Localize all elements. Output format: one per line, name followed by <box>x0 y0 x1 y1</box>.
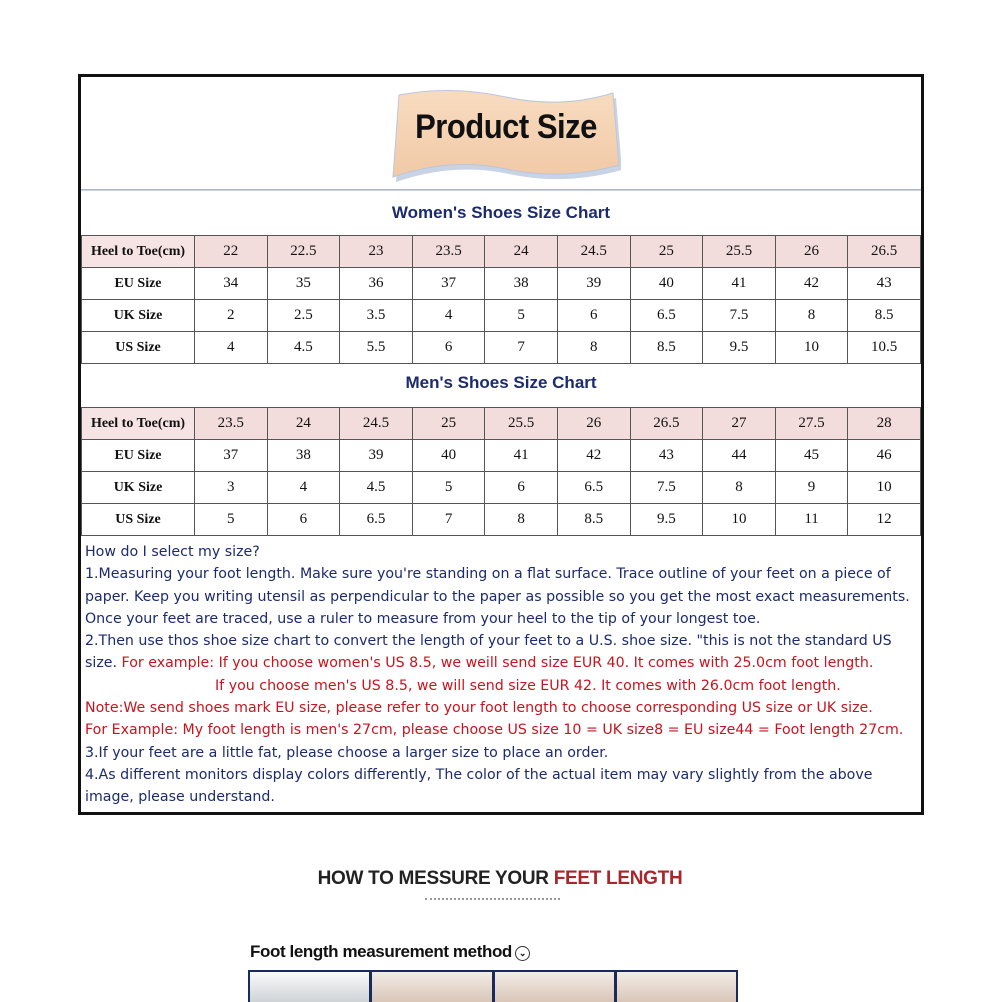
table-cell: 26.5 <box>630 408 703 440</box>
table-cell: 10.5 <box>848 332 921 364</box>
table-cell: 5 <box>195 504 268 536</box>
row-label: US Size <box>82 504 195 536</box>
table-cell: 23.5 <box>195 408 268 440</box>
table-cell: 28 <box>848 408 921 440</box>
measurement-method-label: Foot length measurement method <box>250 942 512 961</box>
table-row <box>82 440 921 472</box>
men-chart-title: Men's Shoes Size Chart <box>405 373 597 392</box>
table-row <box>82 268 921 300</box>
table-cell: 25.5 <box>485 408 558 440</box>
table-row <box>82 504 921 536</box>
notes-step2-line1: 2.Then use thos shoe size chart to convert the length of your feet to a U.S. shoe size. "this is not the standard US <box>85 633 892 650</box>
table-cell: 4.5 <box>340 472 413 504</box>
row-label: Heel to Toe(cm) <box>82 236 195 268</box>
table-cell: 34 <box>195 268 268 300</box>
table-cell: 7 <box>412 504 485 536</box>
table-cell: 44 <box>703 440 776 472</box>
table-cell: 40 <box>412 440 485 472</box>
row-label: US Size <box>82 332 195 364</box>
table-cell: 10 <box>703 504 776 536</box>
notes-example2: For Example: My foot length is men's 27cm, please choose US size 10 = UK size8 = EU size44 = Foot length 27cm. <box>85 722 904 739</box>
notes-step3: 3.If your feet are a little fat, please choose a larger size to place an order. <box>85 744 609 761</box>
notes-example-women: For example: If you choose women's US 8.5, we weill send size EUR 40. It comes with 25.0cm foot length. <box>121 655 874 672</box>
notes-example-men: If you choose men's US 8.5, we will send size EUR 42. It comes with 26.0cm foot length. <box>215 677 841 694</box>
table-cell: 22.5 <box>267 236 340 268</box>
table-cell: 23 <box>340 236 413 268</box>
table-cell: 12 <box>848 504 921 536</box>
table-cell: 6 <box>412 332 485 364</box>
table-cell: 10 <box>848 472 921 504</box>
table-cell: 9.5 <box>630 504 703 536</box>
table-cell: 26 <box>557 408 630 440</box>
table-cell: 36 <box>340 268 413 300</box>
table-cell: 46 <box>848 440 921 472</box>
table-cell: 7 <box>485 332 558 364</box>
table-cell: 42 <box>557 440 630 472</box>
table-cell: 25.5 <box>703 236 776 268</box>
how-to-measure-heading <box>0 868 1000 890</box>
banner-divider <box>81 189 921 191</box>
table-cell: 5 <box>485 300 558 332</box>
table-cell: 25 <box>412 408 485 440</box>
table-cell: 38 <box>485 268 558 300</box>
women-size-table <box>81 235 921 364</box>
measurement-method-title <box>250 942 530 962</box>
row-label: UK Size <box>82 472 195 504</box>
table-cell: 26.5 <box>848 236 921 268</box>
notes-step2-size-word: size. <box>85 655 118 672</box>
table-cell: 8 <box>485 504 558 536</box>
table-cell: 42 <box>775 268 848 300</box>
table-cell: 41 <box>485 440 558 472</box>
row-label: UK Size <box>82 300 195 332</box>
women-chart-title: Women's Shoes Size Chart <box>391 203 611 222</box>
table-cell: 6 <box>557 300 630 332</box>
table-row <box>82 472 921 504</box>
how-to-measure-heading-part1: HOW TO MESSURE YOUR <box>317 868 554 889</box>
men-size-table <box>81 407 921 536</box>
table-cell: 7.5 <box>630 472 703 504</box>
measurement-photo-3 <box>495 972 614 1002</box>
table-cell: 6 <box>485 472 558 504</box>
measurement-photo-2 <box>372 972 491 1002</box>
table-cell: 10 <box>775 332 848 364</box>
table-cell: 8 <box>775 300 848 332</box>
table-cell: 4 <box>267 472 340 504</box>
table-cell: 27 <box>703 408 776 440</box>
table-cell: 22 <box>195 236 268 268</box>
table-row <box>82 408 921 440</box>
notes-step1-line1: 1.Measuring your foot length. Make sure you're standing on a flat surface. Trace outline of your feet on a piece of <box>85 566 891 583</box>
table-cell: 9.5 <box>703 332 776 364</box>
notes-eu-note: Note:We send shoes mark EU size, please refer to your foot length to choose corresponding US size or UK size. <box>85 700 873 717</box>
table-cell: 6.5 <box>340 504 413 536</box>
table-cell: 4 <box>195 332 268 364</box>
table-cell: 8.5 <box>848 300 921 332</box>
size-chart-frame <box>78 74 924 815</box>
table-cell: 23.5 <box>412 236 485 268</box>
table-cell: 43 <box>630 440 703 472</box>
measurement-photo-strip <box>248 970 738 1002</box>
row-label: Heel to Toe(cm) <box>82 408 195 440</box>
table-cell: 24 <box>485 236 558 268</box>
table-cell: 8.5 <box>557 504 630 536</box>
table-row <box>82 300 921 332</box>
table-cell: 45 <box>775 440 848 472</box>
table-cell: 43 <box>848 268 921 300</box>
table-cell: 24.5 <box>557 236 630 268</box>
table-cell: 38 <box>267 440 340 472</box>
notes-step4-line2: image, please understand. <box>85 789 275 806</box>
table-cell: 37 <box>195 440 268 472</box>
table-cell: 40 <box>630 268 703 300</box>
notes-step1-line2: paper. Keep you writing utensil as perpendicular to the paper as possible so you get the most exact measurements. <box>85 588 910 605</box>
notes-step1-line3: Once your feet are traced, use a ruler to measure from your heel to the tip of your longest toe. <box>85 610 761 627</box>
table-cell: 2 <box>195 300 268 332</box>
measurement-photo-1 <box>250 972 369 1002</box>
table-cell: 35 <box>267 268 340 300</box>
table-cell: 5 <box>412 472 485 504</box>
table-cell: 8.5 <box>630 332 703 364</box>
table-cell: 6.5 <box>630 300 703 332</box>
table-cell: 27.5 <box>775 408 848 440</box>
table-cell: 7.5 <box>703 300 776 332</box>
table-row <box>82 332 921 364</box>
table-cell: 6 <box>267 504 340 536</box>
table-cell: 39 <box>557 268 630 300</box>
table-cell: 24 <box>267 408 340 440</box>
table-cell: 41 <box>703 268 776 300</box>
table-cell: 8 <box>557 332 630 364</box>
table-cell: 2.5 <box>267 300 340 332</box>
how-to-measure-heading-accent: FEET LENGTH <box>553 868 683 889</box>
table-cell: 37 <box>412 268 485 300</box>
table-row <box>82 236 921 268</box>
row-label: EU Size <box>82 440 195 472</box>
table-cell: 8 <box>703 472 776 504</box>
table-cell: 25 <box>630 236 703 268</box>
table-cell: 4 <box>412 300 485 332</box>
table-cell: 3.5 <box>340 300 413 332</box>
heading-dotted-underline <box>425 898 560 900</box>
row-label: EU Size <box>82 268 195 300</box>
table-cell: 24.5 <box>340 408 413 440</box>
notes-step4-line1: 4.As different monitors display colors differently, The color of the actual item may vary slightly from the above <box>85 766 873 783</box>
table-cell: 4.5 <box>267 332 340 364</box>
table-cell: 6.5 <box>557 472 630 504</box>
notes-step2-line2 <box>85 652 917 674</box>
table-cell: 39 <box>340 440 413 472</box>
table-cell: 11 <box>775 504 848 536</box>
table-cell: 9 <box>775 472 848 504</box>
notes-question: How do I select my size? <box>85 544 260 560</box>
table-cell: 26 <box>775 236 848 268</box>
banner-title: Product Size <box>415 107 597 146</box>
size-guide-notes <box>85 541 917 809</box>
table-cell: 3 <box>195 472 268 504</box>
table-cell: 5.5 <box>340 332 413 364</box>
measurement-photo-4 <box>617 972 736 1002</box>
product-size-banner <box>391 85 621 185</box>
chevron-down-circle-icon: ⌄ <box>515 946 530 961</box>
